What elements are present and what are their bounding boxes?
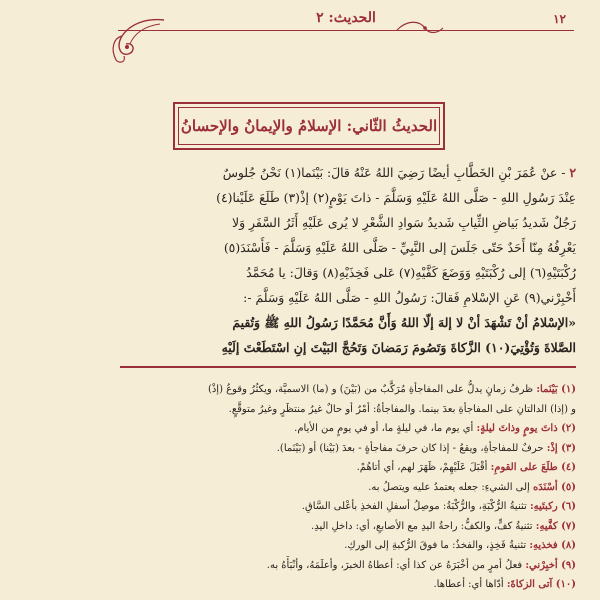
footnote: (٨) فخذيهِ: تثنيةُ فَخِذٍ، والفخذُ: ما فوقَ الرُّكبةِ إلى الوركِ. (344, 540, 576, 551)
footnote: (١٠) آتى الزكاةَ: أدّاها أي: أعطاها. (433, 579, 576, 590)
footnote: (٤) طلَعَ على القومِ: أقْبَلَ عَلَيْهِمْ، ظَهَرَ لهم، أي أتاهُمْ. (356, 462, 576, 473)
section-title-frame (173, 102, 445, 150)
footnote: (٣) إذْ: حرفٌ للمفاجأةِ، ويقعُ - إذا كان حرفَ مفاجأةٍ - بعدَ (بَيْنا) أو (بَيْنَما). (276, 442, 576, 454)
hadith-line: يَعْرِفُهُ مِنّا أَحَدٌ حَتّى جَلَسَ إلى النَّبِيِّ - صَلَّى اللهُ عَلَيْهِ وَسَلَّمَ - فَأَسْنَدَ(٥) (223, 240, 576, 255)
footnote: (١) بَيْنَما: ظرفُ زمانٍ يدلُّ على المفاجأةِ مُرَكَّبٌ من (بَيْنَ) و (ما) الاسميَّة، ويكثُرُ وقوعُ (إذْ) (207, 384, 576, 395)
footnote: (٦) ركبتَيهِ: تثنيةُ الرُّكْبَةِ، والرُّكْبَةُ: موصِلُ أسفلِ الفخذِ بأعْلى السَّاقِ. (301, 501, 576, 512)
hadith-line: الصَّلاةَ وَتُؤْتِيَ(١٠) الزَّكاةَ وَتَصُومَ رَمَضانَ وَتَحُجَّ البَيْتَ إنِ اسْتَطَعْتَ إلَيْهِ (221, 340, 576, 355)
footnote: (٧) كفَّيهِ: تثنيةُ كفٍّ، والكفُّ: راحةُ اليدِ مع الأصابعِ، أي: داخلِ اليدِ. (311, 520, 576, 532)
hadith-line: «الإسْلامُ أنْ تَشْهَدَ أنْ لا إلهَ إلّا اللهُ وَأَنَّ مُحَمَّدًا رَسُولُ اللهِ ﷺ وَتُقيمَ (232, 315, 576, 330)
footnote: (٩) أخبِرْني: فعلُ أمرٍ من أخْبَرَهُ عن كذا أي: أعطاهُ الخبرَ، وأعلَمَهُ، وأنْبَأَهُ به. (266, 559, 576, 571)
footnote-divider (120, 366, 576, 368)
section-title: الحديثُ الثّاني: الإسلامُ والإيمانُ والإحسانُ (180, 117, 438, 135)
footnote: (٥) أسْنَدَه إلى الشيءِ: جعله يعتمدُ عليه ويتصلُ به. (368, 481, 576, 493)
hadith-line: رَجُلٌ شَديدُ بَياضِ الثِّيابِ شَديدُ سَوادِ الشَّعْرِ لا يُرى عَلَيْهِ أَثَرُ السَّفَرِ وَلا (232, 215, 576, 230)
hadith-line: أَخْبِرْني(٩) عَنِ الإسْلامِ فَقالَ: رَسُولُ اللهِ - صَلَّى اللهُ عَلَيْهِ وَسَلَّمَ -: (243, 290, 576, 305)
header-title: الحديث: ٢ (306, 10, 386, 26)
hadith-line: رُكْبَتَيْهِ(٦) إلى رُكْبَتَيْهِ وَوَضَعَ كَفَّيْهِ(٧) عَلى فَخِذَيْهِ(٨) وَقالَ: يا مُحَمَّدُ (246, 265, 576, 280)
hadith-line-text: عنْ عُمَرَ بْنِ الخَطَّابِ أيضًا رَضِيَ اللهُ عَنْهُ قالَ: بَيْنَما(١) نَحْنُ جُلوسٌ (222, 165, 558, 180)
header-rule (118, 30, 574, 31)
header-flourish-icon (395, 18, 445, 42)
footnote: (٢) ذاتَ يومٍ وذاتَ ليلةٍ: أي يوم ما، في ليلةٍ ما، أو في يومٍ من الأيام. (294, 423, 576, 434)
footnote: و (إذا) الدالتانِ على المفاجأةِ بعدَ بينما. والمفاجأةُ: أمْرٌ أو حالٌ غيرُ منتظَرٍ وغيرُ متوقَّعٍ. (228, 403, 576, 415)
running-header (118, 10, 574, 36)
page-number: ١٢ (553, 12, 566, 26)
hadith-number: ٢ (569, 165, 576, 180)
footnotes (120, 380, 576, 595)
hadith-line: ٢ - عنْ عُمَرَ بْنِ الخَطَّابِ أيضًا رَضِيَ اللهُ عَنْهُ قالَ: بَيْنَما(١) نَحْنُ جُلوسٌ (222, 165, 576, 180)
hadith-line: عِنْدَ رَسُولِ اللهِ - صَلَّى اللهُ عَلَيْهِ وَسَلَّمَ - ذاتَ يَوْمٍ(٢) إذْ(٣) طَلَعَ عَلَيْنا(٤) (216, 190, 576, 205)
hadith-text (120, 160, 576, 360)
